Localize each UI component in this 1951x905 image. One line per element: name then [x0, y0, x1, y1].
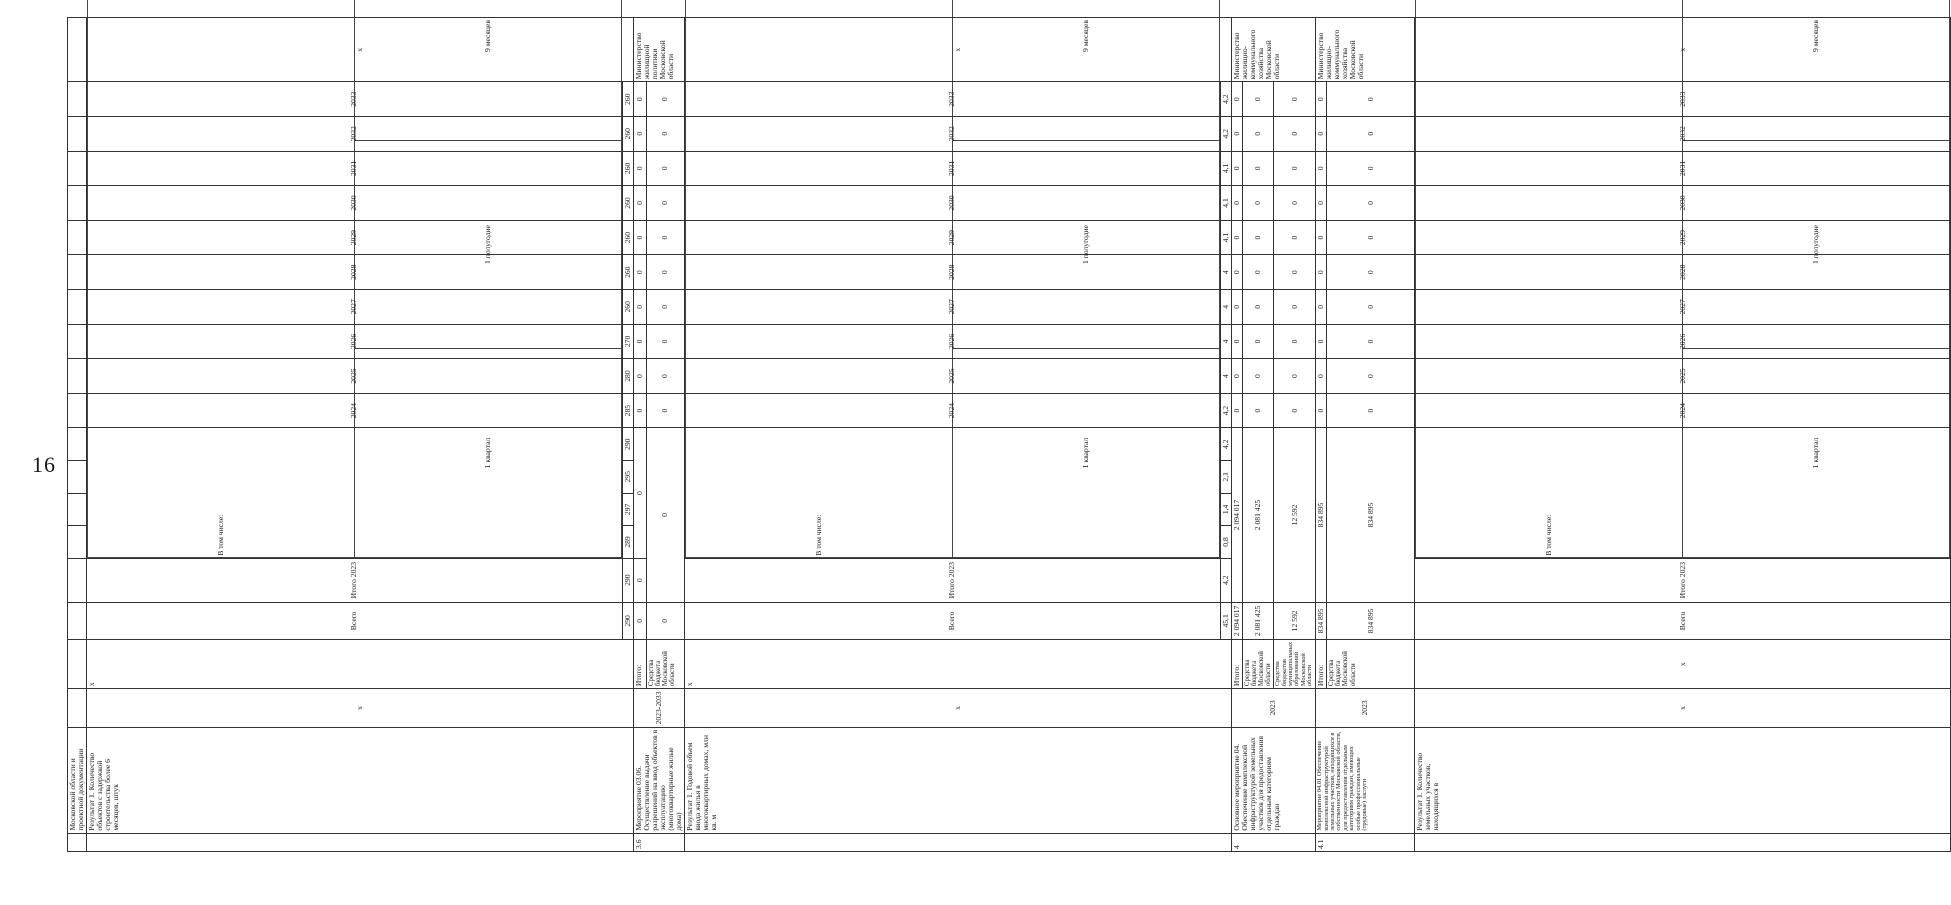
- hdr-q1: 1 квартал: [1683, 349, 1950, 558]
- val-2026: 4: [1220, 324, 1231, 359]
- val-2030: 0: [633, 186, 646, 221]
- val-2033: 0: [1242, 82, 1274, 117]
- hdr-2029: 2029: [86, 220, 622, 255]
- val-itogo: 290: [622, 558, 633, 602]
- hdr-2030: 2030: [684, 186, 1220, 221]
- cell-num: 4: [1231, 833, 1315, 851]
- val-2032: 0: [1316, 116, 1327, 151]
- val-h1: 1,4: [1220, 493, 1231, 526]
- val-2032: 0: [647, 116, 685, 151]
- val-2031: 0: [1327, 151, 1415, 186]
- val-2030: 260: [622, 186, 633, 221]
- hdr-2025: 2025: [684, 359, 1220, 394]
- val-2027: 0: [1242, 290, 1274, 325]
- val-2027: 0: [647, 290, 685, 325]
- val-2033: 0: [1274, 82, 1316, 117]
- hdr-itogo: Итого 2023: [1415, 558, 1951, 602]
- val-2032: 0: [1274, 116, 1316, 151]
- cell-name: Результат 1. Годовой объем ввода жилья в многоквартирных домах, млн кв. м: [684, 727, 1231, 833]
- val-itogo: 0: [633, 558, 646, 602]
- cell-executor: x: [684, 18, 1231, 82]
- hdr-2026: 2026: [1415, 324, 1951, 359]
- val-2030: 0: [1327, 186, 1415, 221]
- hdr-h1: 1 полугодие: [354, 140, 621, 349]
- vtom-label: В том числе:: [685, 0, 952, 557]
- hdr-2030: 2030: [1415, 186, 1951, 221]
- val-2023: 834 895: [1327, 428, 1415, 602]
- val-2033: 0: [633, 82, 646, 117]
- val-2024: 0: [647, 393, 685, 428]
- hdr-m9: 9 месяцев: [952, 0, 1219, 140]
- val-2025: 0: [1231, 359, 1242, 394]
- val-quarters: 0: [647, 428, 685, 602]
- val-2028: 0: [647, 255, 685, 290]
- cell-num: 4.1: [1316, 833, 1415, 851]
- hdr-2025: 2025: [86, 359, 622, 394]
- val-2033: 0: [647, 82, 685, 117]
- cell-period: 2023-2033: [633, 689, 684, 728]
- val-2031: 0: [1316, 151, 1327, 186]
- rotated-table-viewport: [67, 17, 1821, 852]
- hdr-itogo: Итого 2023: [684, 558, 1220, 602]
- val-2023: 2 081 425: [1242, 428, 1274, 602]
- hdr-2028: 2028: [684, 255, 1220, 290]
- cell-source-mun: Средства бюджетов муниципальных образований Московской области: [1274, 640, 1316, 689]
- cell-executor: Министерство жилищно-коммунального хозяйства Московской области: [1316, 18, 1415, 82]
- table-row: [1316, 18, 1327, 852]
- hdr-2031: 2031: [684, 151, 1220, 186]
- val-2023: 2 094 017: [1231, 428, 1242, 602]
- val-2025: 0: [1242, 359, 1274, 394]
- val-2031: 0: [1231, 151, 1242, 186]
- val-m9: 2,1: [1220, 461, 1231, 494]
- val-2027: 4: [1220, 290, 1231, 325]
- cell-period: 2023: [1231, 689, 1315, 728]
- val-2029: 0: [1327, 220, 1415, 255]
- cell-executor: x: [1415, 18, 1951, 82]
- val-2028: 0: [1327, 255, 1415, 290]
- val-2025: 0: [647, 359, 685, 394]
- val-2032: 260: [622, 116, 633, 151]
- cell-source: x: [684, 640, 1231, 689]
- val-2025: 0: [1274, 359, 1316, 394]
- val-2027: 0: [1274, 290, 1316, 325]
- val-2033: 260: [622, 82, 633, 117]
- val-2023: 834 895: [1316, 428, 1327, 602]
- val-vsego: 290: [622, 602, 633, 640]
- hdr-2033: 2033: [86, 82, 622, 117]
- val-2026: 0: [1231, 324, 1242, 359]
- cell-executor: Министерство жилищной политики Московской области: [633, 18, 684, 82]
- val-2028: 0: [1242, 255, 1274, 290]
- hdr-2024: 2024: [86, 393, 622, 428]
- val-2024: 285: [622, 393, 633, 428]
- cell-source-mo: Средства бюджета Московской области: [647, 640, 685, 689]
- cell-name: Основное мероприятие 04. Обеспечение комплексной инфраструктурой земельных участков для предоставления отдельным категориям граждан: [1231, 727, 1315, 833]
- val-2027: 0: [633, 290, 646, 325]
- hdr-2029: 2029: [1415, 220, 1951, 255]
- val-2029: 0: [647, 220, 685, 255]
- val-itogo: 4,2: [1220, 558, 1231, 602]
- hdr-h1: 1 полугодие: [1683, 140, 1950, 349]
- hdr-2031: 2031: [86, 151, 622, 186]
- val-2026: 0: [1242, 324, 1274, 359]
- val-m12: 4,2: [1220, 428, 1231, 461]
- val-vsego: 12 592: [1274, 602, 1316, 640]
- val-vsego: 834 895: [1316, 602, 1327, 640]
- val-2028: 0: [1274, 255, 1316, 290]
- hdr-2025: 2025: [1415, 359, 1951, 394]
- table-row: [1415, 18, 1951, 852]
- cell-period: x: [684, 689, 1231, 728]
- val-2027: 0: [1316, 290, 1327, 325]
- cell-source-total: Итого:: [1316, 640, 1327, 689]
- cell-source: x: [1415, 640, 1951, 689]
- val-q1: 0,8: [1220, 526, 1231, 559]
- val-vsego: 0: [647, 602, 685, 640]
- val-2032: 4,2: [1220, 116, 1231, 151]
- val-2029: 0: [633, 220, 646, 255]
- val-2024: 0: [1327, 393, 1415, 428]
- val-2025: 0: [1316, 359, 1327, 394]
- val-2032: 0: [1231, 116, 1242, 151]
- hdr-2031: 2031: [1415, 151, 1951, 186]
- val-2032: 0: [1242, 116, 1274, 151]
- val-2030: 0: [1231, 186, 1242, 221]
- hdr-2027: 2027: [684, 290, 1220, 325]
- val-2029: 0: [1274, 220, 1316, 255]
- val-2030: 0: [1274, 186, 1316, 221]
- hdr-itogo: Итого 2023: [86, 558, 622, 602]
- val-2026: 0: [633, 324, 646, 359]
- hdr-2024: 2024: [684, 393, 1220, 428]
- val-2028: 4: [1220, 255, 1231, 290]
- val-2024: 0: [1231, 393, 1242, 428]
- hdr-2027: 2027: [1415, 290, 1951, 325]
- cell-period: x: [86, 689, 633, 728]
- val-2027: 0: [1327, 290, 1415, 325]
- val-2024: 0: [1242, 393, 1274, 428]
- hdr-2024: 2024: [1415, 393, 1951, 428]
- table-sheet: [67, 17, 1821, 852]
- val-q1: 289: [622, 526, 633, 559]
- cell-num: 3.6: [633, 833, 684, 851]
- cell-period: x: [1415, 689, 1951, 728]
- cell-source-mo: Средства бюджета Московской области: [1242, 640, 1274, 689]
- cell-source-mo: Средства бюджета Московской области: [1327, 640, 1415, 689]
- hdr-2032: 2032: [684, 116, 1220, 151]
- val-2026: 0: [1327, 324, 1415, 359]
- hdr-2027: 2027: [86, 290, 622, 325]
- hdr-2028: 2028: [1415, 255, 1951, 290]
- val-2025: 0: [633, 359, 646, 394]
- hdr-m9: 9 месяцев: [354, 0, 621, 140]
- val-2028: 260: [622, 255, 633, 290]
- table-row: [1231, 18, 1242, 852]
- val-2026: 270: [622, 324, 633, 359]
- val-2028: 0: [633, 255, 646, 290]
- hdr-2030: 2030: [86, 186, 622, 221]
- val-2024: 0: [633, 393, 646, 428]
- cell-source-total: Итого:: [1231, 640, 1242, 689]
- val-2029: 0: [1242, 220, 1274, 255]
- val-2032: 0: [633, 116, 646, 151]
- cell-period: 2023: [1316, 689, 1415, 728]
- hdr-vsego: Всего: [86, 602, 622, 640]
- vtom-label: В том числе:: [1416, 0, 1683, 557]
- val-2033: 0: [1327, 82, 1415, 117]
- program-table: [67, 17, 1951, 852]
- val-2027: 0: [1231, 290, 1242, 325]
- table-row: [684, 18, 1220, 852]
- hdr-2032: 2032: [86, 116, 622, 151]
- cell-name: Мероприятие 03.06. Осуществление выдачи разрешений на ввод объектов в эксплуатацию (многоквартирные жилые дома): [633, 727, 684, 833]
- hdr-m9: 9 месяцев: [1683, 0, 1950, 140]
- cell-executor: Министерство жилищно-коммунального хозяйства Московской области: [1231, 18, 1315, 82]
- cell-name: Результат 1. Количество земельных участков, находящихся в: [1415, 727, 1951, 833]
- val-2028: 0: [1231, 255, 1242, 290]
- val-2033: 0: [1231, 82, 1242, 117]
- val-2030: 4,1: [1220, 186, 1231, 221]
- hdr-2033: 2033: [1415, 82, 1951, 117]
- cell-executor: x: [86, 18, 633, 82]
- val-2023: 12 592: [1274, 428, 1316, 602]
- val-2032: 0: [1327, 116, 1415, 151]
- hdr-2026: 2026: [684, 324, 1220, 359]
- val-2030: 0: [1242, 186, 1274, 221]
- val-vsego: 45,1: [1220, 602, 1231, 640]
- hdr-q1: 1 квартал: [952, 349, 1219, 558]
- val-2031: 4,1: [1220, 151, 1231, 186]
- hdr-2032: 2032: [1415, 116, 1951, 151]
- val-m9: 295: [622, 461, 633, 494]
- val-vsego: 0: [633, 602, 646, 640]
- hdr-2029: 2029: [684, 220, 1220, 255]
- val-2026: 0: [647, 324, 685, 359]
- val-2031: 0: [633, 151, 646, 186]
- hdr-q1: 1 квартал: [354, 349, 621, 558]
- val-2031: 0: [647, 151, 685, 186]
- val-2030: 0: [1316, 186, 1327, 221]
- val-quarters: 0: [633, 428, 646, 558]
- val-2025: 0: [1327, 359, 1415, 394]
- hdr-h1: 1 полугодие: [952, 140, 1219, 349]
- val-2024: 0: [1316, 393, 1327, 428]
- val-2026: 0: [1274, 324, 1316, 359]
- val-2029: 0: [1316, 220, 1327, 255]
- val-2025: 4: [1220, 359, 1231, 394]
- page-number: 16: [32, 452, 56, 477]
- val-2031: 0: [1242, 151, 1274, 186]
- val-2027: 260: [622, 290, 633, 325]
- hdr-2033: 2033: [684, 82, 1220, 117]
- val-2030: 0: [647, 186, 685, 221]
- table-row: [86, 18, 622, 852]
- cell-name: Московской области и проектной документации: [68, 727, 87, 833]
- table-row: [68, 18, 87, 852]
- cell-source-total: Итого:: [633, 640, 646, 689]
- cell-source: x: [86, 640, 633, 689]
- val-2031: 260: [622, 151, 633, 186]
- val-2033: 4,2: [1220, 82, 1231, 117]
- val-2024: 0: [1274, 393, 1316, 428]
- val-2029: 260: [622, 220, 633, 255]
- val-2031: 0: [1274, 151, 1316, 186]
- val-2033: 0: [1316, 82, 1327, 117]
- val-2026: 0: [1316, 324, 1327, 359]
- val-h1: 297: [622, 493, 633, 526]
- val-m12: 290: [622, 428, 633, 461]
- val-vsego: 834 895: [1327, 602, 1415, 640]
- table-row: [633, 18, 646, 852]
- cell-name: Результат 1. Количество объектов с задержкой строительства более 6 месяцев, штук: [86, 727, 633, 833]
- hdr-2026: 2026: [86, 324, 622, 359]
- val-vsego: 2 081 425: [1242, 602, 1274, 640]
- val-vsego: 2 094 017: [1231, 602, 1242, 640]
- hdr-vsego: Всего: [684, 602, 1220, 640]
- hdr-2028: 2028: [86, 255, 622, 290]
- val-2029: 0: [1231, 220, 1242, 255]
- val-2029: 4,1: [1220, 220, 1231, 255]
- val-2028: 0: [1316, 255, 1327, 290]
- cell-name: Мероприятие 04.01 Обеспечение комплексной инфраструктурой земельных участков, находящихся в собственности Московской области, для предоставления отдельным категориям граждан, имеющих особые профессиональные (трудовые) заслуги: [1316, 727, 1415, 833]
- val-2024: 4,2: [1220, 393, 1231, 428]
- val-2025: 280: [622, 359, 633, 394]
- hdr-vsego: Всего: [1415, 602, 1951, 640]
- vtom-label: В том числе:: [87, 0, 354, 557]
